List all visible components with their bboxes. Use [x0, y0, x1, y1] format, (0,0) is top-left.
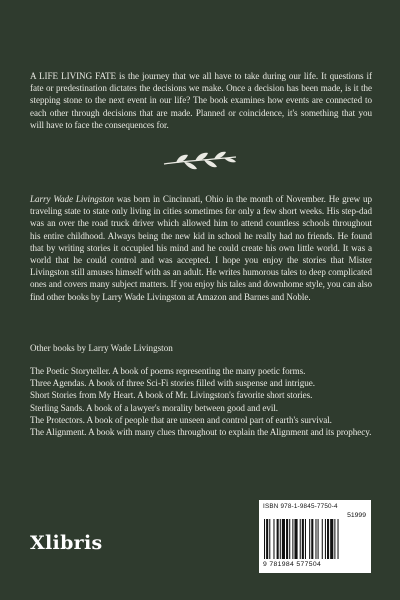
other-books-list [30, 365, 372, 438]
publisher-logo: Xlibris [30, 532, 103, 554]
book-item: Three Agendas. A book of three Sci-Fi stories filled with suspense and intrigue. [30, 378, 315, 389]
barcode-icon [264, 519, 366, 559]
author-bio-text: was born in Cincinnati, Ohio in the month of November. He grew up traveling state to state only living in cities sometimes for only a few short weeks. His step-dad was an over the road truck driver which allowed him to attend countless schools throughout his entire childhood. Always being the new kid in school he really had no friends. He found that by writing stories it occupied his mind and he could create his own little world. It was a world that he could control and was accepted. I hope you enjoy the stories that Mister Livingston still amuses himself with as an adult. He writes humorous tales to deep complicated ones and covers many subject matters. If you enjoy his tales and downhome style, you can also find other books by Larry Wade Livingston at Amazon and Barnes and Noble. [30, 194, 372, 302]
book-item: Short Stories from My Heart. A book of Mr. Livingston's favorite short stories. [30, 390, 313, 401]
leaf-branch-icon [162, 148, 238, 174]
author-bio [30, 193, 372, 303]
author-name: Larry Wade Livingston [30, 194, 114, 204]
book-item: The Protectors. A book of people that are unseen and control part of earth's survival. [30, 414, 332, 425]
isbn-text: ISBN 978-1-9845-7750-4 [263, 503, 338, 510]
price-code: 51999 [347, 512, 366, 519]
isbn-barcode [259, 500, 371, 573]
barcode-number: 9 781984 577504 [263, 561, 322, 568]
book-item: The Alignment. A book with many clues throughout to explain the Alignment and its prophecy. [30, 427, 372, 438]
book-item: Sterling Sands. A book of a lawyer's morality between good and evil. [30, 402, 279, 413]
other-books-heading: Other books by Larry Wade Livingston [30, 343, 173, 353]
book-item: The Poetic Storyteller. A book of poems representing the many poetic forms. [30, 366, 306, 376]
blurb-paragraph: A LIFE LIVING FATE is the journey that we all have to take during our life. It questions if fate or predestination dictates the decisions we make. Once a decision has been made, is it the stepping stone to the next event in our life? The book examines how events are connected to each other through decisions that are made. Planned or coincidence, it's something that you will have to face the consequences for. [30, 71, 372, 130]
